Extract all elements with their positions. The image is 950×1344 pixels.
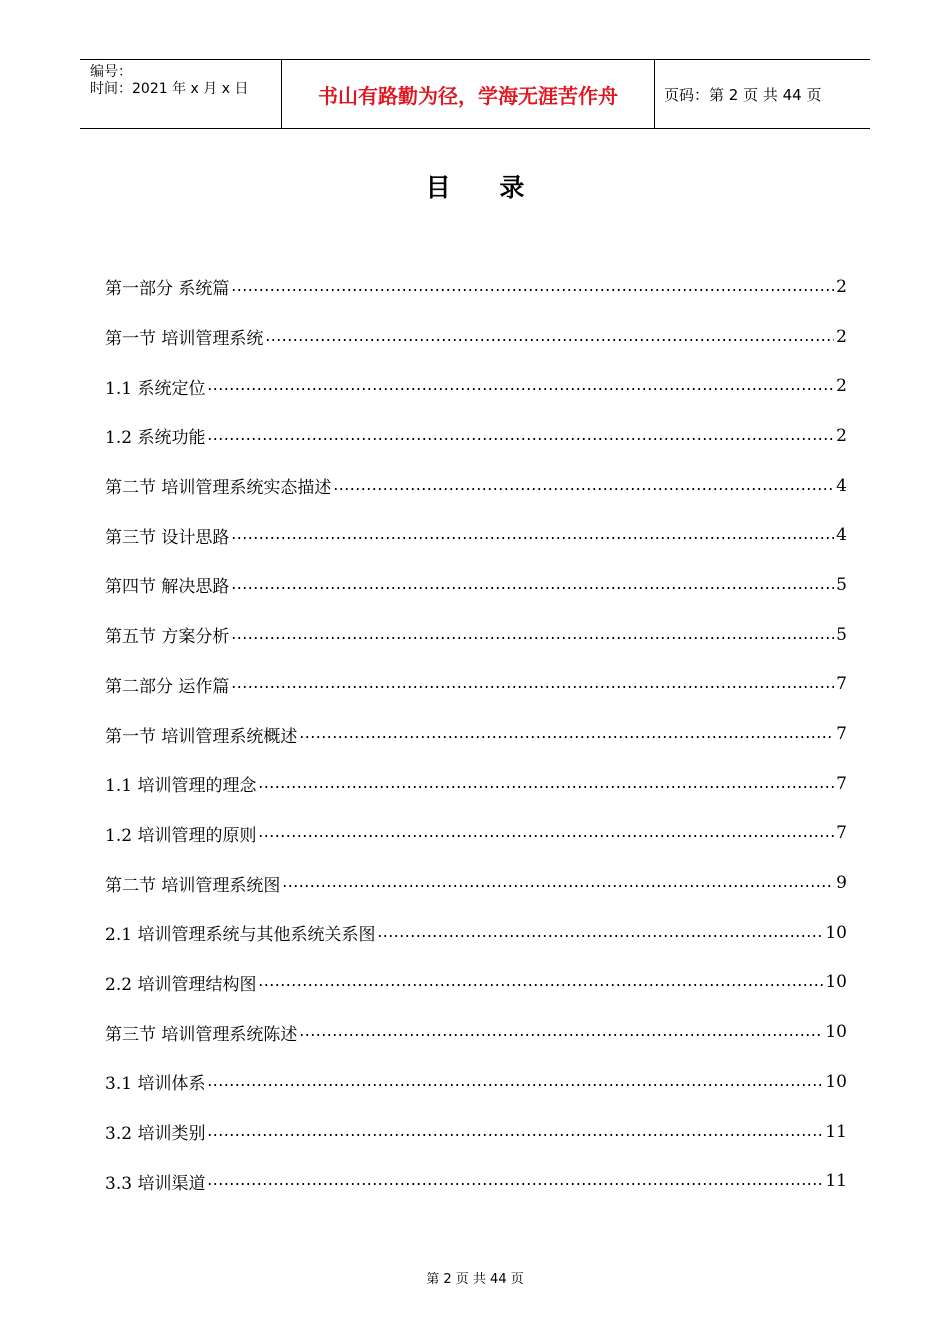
toc-entry-page: 2 <box>836 425 847 446</box>
toc-entry[interactable] <box>105 560 847 610</box>
toc-entry-page: 10 <box>825 1022 847 1043</box>
toc-entry-label: 第二节 培训管理系统实态描述 <box>105 478 332 499</box>
toc-entry-page: 4 <box>836 525 847 546</box>
toc-entry-page: 10 <box>825 922 847 943</box>
toc-entry-page: 10 <box>825 1071 847 1092</box>
toc-leader-dots <box>377 934 823 938</box>
toc-leader-dots <box>265 338 834 342</box>
toc-entry-label: 第二部分 运作篇 <box>105 676 230 697</box>
toc-entry-page: 7 <box>836 773 847 794</box>
toc-leader-dots <box>207 1133 823 1137</box>
toc-entry[interactable] <box>105 461 847 511</box>
toc-leader-dots <box>333 487 834 491</box>
toc-entry-label: 第一节 培训管理系统 <box>105 329 264 350</box>
toc-leader-dots <box>207 437 834 441</box>
toc-entry-page: 7 <box>836 674 847 695</box>
toc-entry-label: 第二节 培训管理系统图 <box>105 875 281 896</box>
toc-entry-label: 第三节 设计思路 <box>105 527 230 548</box>
toc-entry[interactable] <box>105 610 847 660</box>
toc-leader-dots <box>231 586 834 590</box>
toc-entry-label: 1.1 培训管理的理念 <box>105 776 257 797</box>
toc-entry-label: 1.1 系统定位 <box>105 378 206 399</box>
toc-leader-dots <box>231 685 834 689</box>
toc-entry-page: 7 <box>836 823 847 844</box>
header-page-info: 页码：第 2 页 共 44 页 <box>664 85 822 104</box>
toc-entry[interactable] <box>105 411 847 461</box>
toc-leader-dots <box>231 288 834 292</box>
toc-entry-label: 第一节 培训管理系统概述 <box>105 726 298 747</box>
toc-entry-label: 1.2 系统功能 <box>105 428 206 449</box>
toc-entry-label: 3.2 培训类别 <box>105 1124 206 1145</box>
toc-leader-dots <box>231 536 834 540</box>
toc-entry[interactable] <box>105 262 847 312</box>
toc-leader-dots <box>299 735 834 739</box>
toc-entry[interactable] <box>105 1007 847 1057</box>
toc-entry-page: 5 <box>836 574 847 595</box>
toc-leader-dots <box>207 387 834 391</box>
toc-entry[interactable] <box>105 958 847 1008</box>
toc-leader-dots <box>207 1083 823 1087</box>
toc-entry-label: 2.1 培训管理系统与其他系统关系图 <box>105 925 376 946</box>
time-label: 时间：2021 年 x 月 x 日 <box>90 81 249 97</box>
toc-entry-page: 11 <box>825 1171 847 1192</box>
toc-entry-label: 3.1 培训体系 <box>105 1074 206 1095</box>
toc-entry-page: 5 <box>836 624 847 645</box>
toc-entry[interactable] <box>105 858 847 908</box>
table-of-contents <box>105 262 847 1206</box>
toc-entry[interactable] <box>105 510 847 560</box>
page-header <box>80 59 870 129</box>
toc-entry-page: 11 <box>825 1121 847 1142</box>
header-meta <box>80 60 282 128</box>
toc-entry[interactable] <box>105 1057 847 1107</box>
page-footer: 第 2 页 共 44 页 <box>426 1272 524 1287</box>
page-title: 目 录 <box>425 173 545 202</box>
toc-entry[interactable] <box>105 660 847 710</box>
toc-entry-page: 9 <box>836 873 847 894</box>
toc-leader-dots <box>258 834 834 838</box>
number-label: 编号： <box>90 64 132 80</box>
header-motto: 书山有路勤为径，学海无涯苦作舟 <box>282 60 655 128</box>
toc-entry[interactable] <box>105 361 847 411</box>
toc-entry-label: 第一部分 系统篇 <box>105 279 230 300</box>
toc-leader-dots <box>207 1182 823 1186</box>
toc-entry-label: 2.2 培训管理结构图 <box>105 974 257 995</box>
toc-entry-page: 2 <box>836 276 847 297</box>
toc-leader-dots <box>282 884 834 888</box>
toc-leader-dots <box>258 983 823 987</box>
toc-entry-page: 10 <box>825 972 847 993</box>
toc-entry[interactable] <box>105 759 847 809</box>
toc-leader-dots <box>299 1033 823 1037</box>
toc-entry-label: 1.2 培训管理的原则 <box>105 825 257 846</box>
toc-leader-dots <box>231 636 834 640</box>
toc-entry-label: 第三节 培训管理系统陈述 <box>105 1024 298 1045</box>
toc-entry[interactable] <box>105 709 847 759</box>
toc-entry-page: 7 <box>836 724 847 745</box>
toc-entry[interactable] <box>105 809 847 859</box>
toc-entry-label: 第四节 解决思路 <box>105 577 230 598</box>
toc-entry[interactable] <box>105 908 847 958</box>
toc-leader-dots <box>258 785 834 789</box>
toc-entry[interactable] <box>105 312 847 362</box>
toc-entry-label: 第五节 方案分析 <box>105 627 230 648</box>
toc-entry[interactable] <box>105 1156 847 1206</box>
toc-entry[interactable] <box>105 1107 847 1157</box>
toc-entry-page: 2 <box>836 326 847 347</box>
toc-entry-page: 2 <box>836 376 847 397</box>
toc-entry-page: 4 <box>836 475 847 496</box>
toc-entry-label: 3.3 培训渠道 <box>105 1173 206 1194</box>
